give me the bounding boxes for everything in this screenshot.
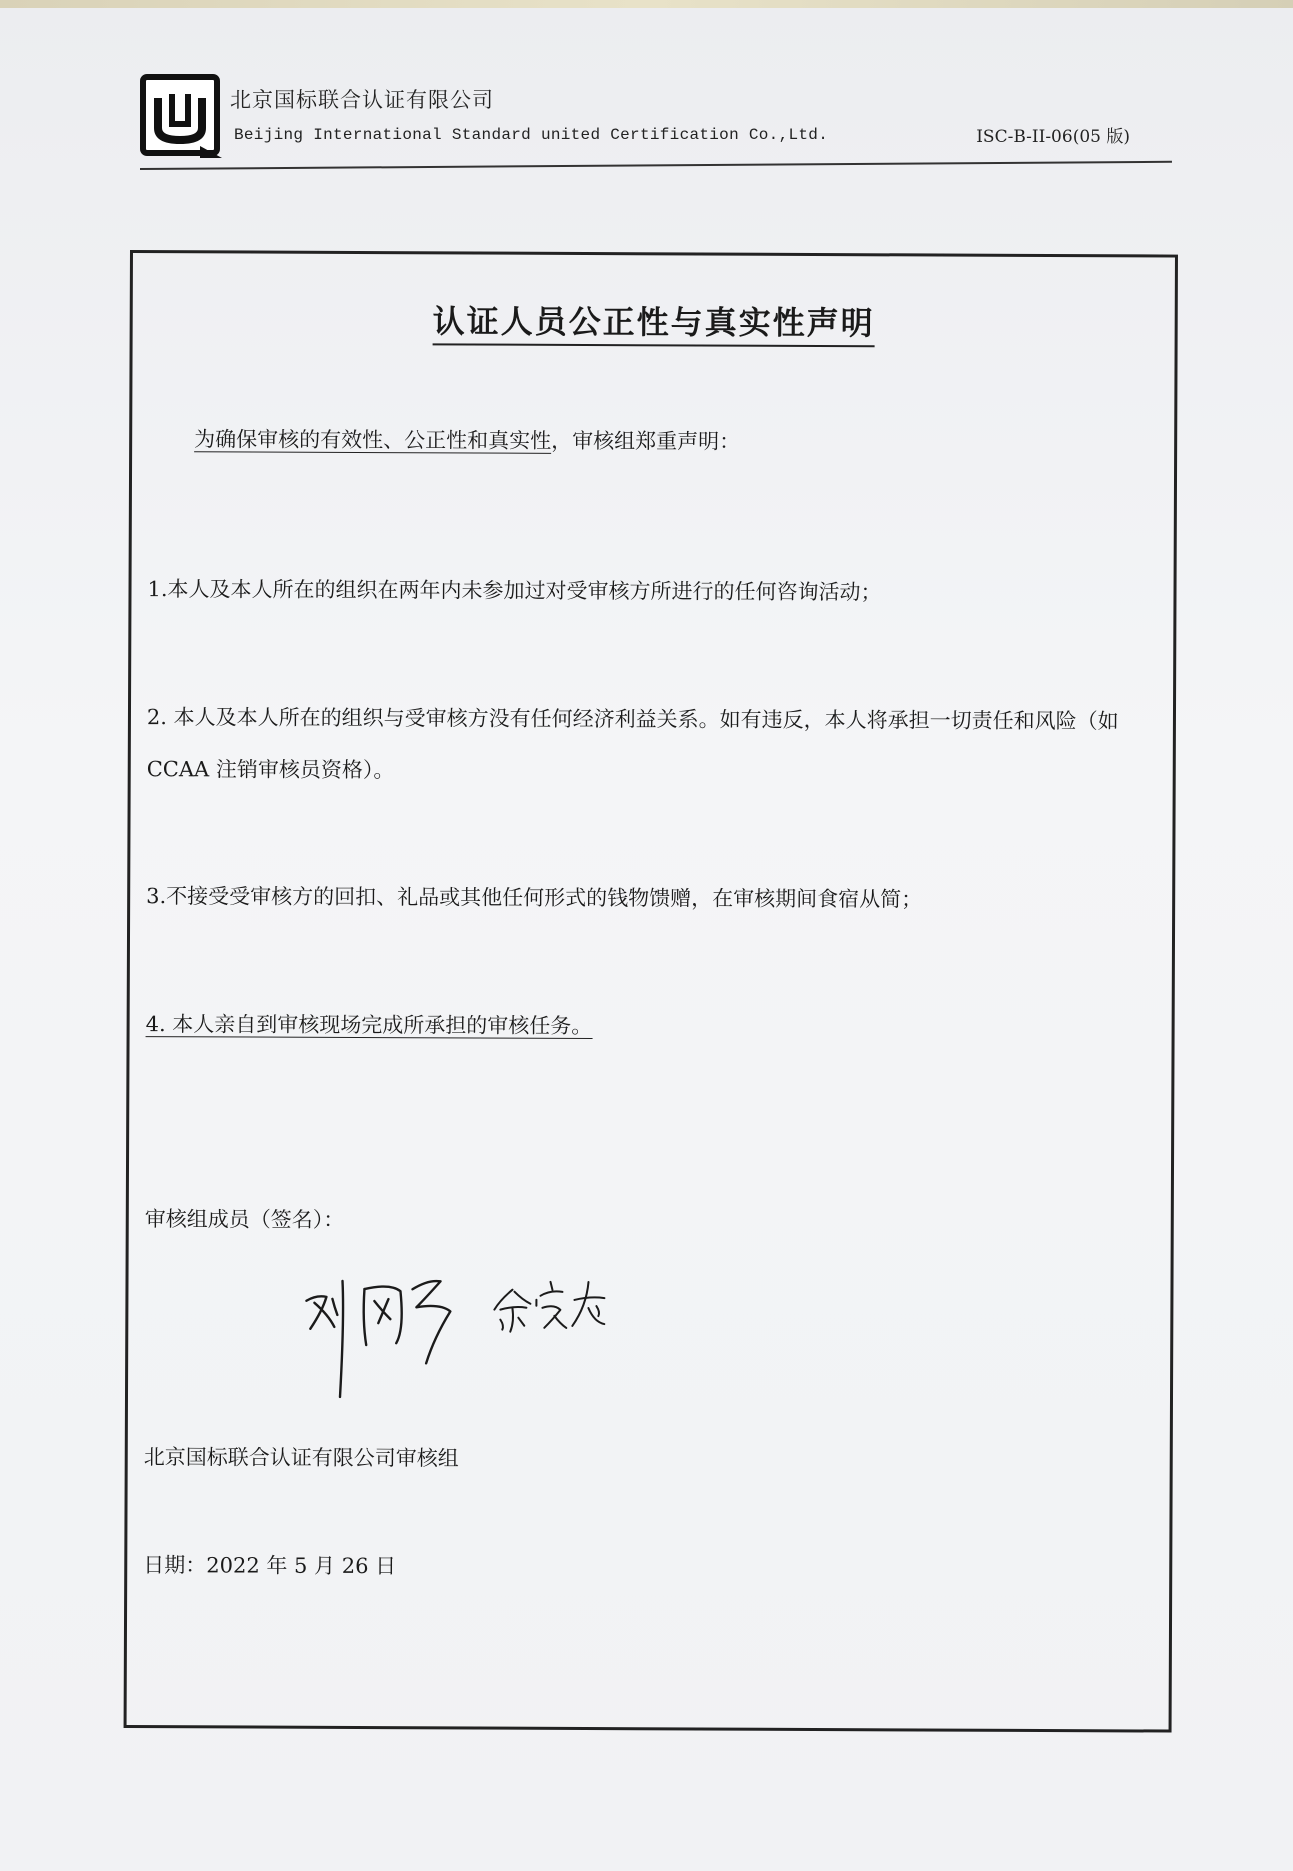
document-code: ISC-B-II-06(05 版) [976, 127, 1130, 147]
intro-rest: ，审核组郑重声明： [551, 428, 741, 454]
item-4-text: 4. 本人亲自到审核现场完成所承担的审核任务。 [145, 1012, 593, 1039]
members-signature-label: 审核组成员（签名）： [144, 1207, 345, 1232]
intro-underlined: 为确保审核的有效性、公正性和真实性 [194, 427, 552, 453]
company-logo-icon [140, 74, 224, 162]
declaration-item-3: 3.不接受受审核方的回扣、礼品或其他任何形式的钱物馈赠，在审核期间食宿从简； [146, 884, 923, 912]
declaration-item-2: 2. 本人及本人所在的组织与受审核方没有任何经济利益关系。如有违反，本人将承担一切责任和风险（如 CCAA 注销审核员资格）。 [146, 705, 1119, 783]
declaration-item-4 [146, 998, 593, 1052]
audit-team-organization: 北京国标联合认证有限公司审核组 [143, 1445, 459, 1471]
top-edge [0, 0, 1293, 8]
company-name-en: Beijing International Standard united Certification Co.,Ltd. [234, 126, 829, 144]
declaration-date: 日期：2022 年 5 月 26 日 [143, 1553, 397, 1579]
declaration-frame [124, 250, 1178, 1733]
document-title: 认证人员公正性与真实性声明 [133, 295, 1175, 346]
handwritten-signatures [304, 1259, 645, 1400]
company-name-cn: 北京国标联合认证有限公司 [230, 88, 494, 112]
signature-1 [306, 1280, 451, 1397]
signature-2 [494, 1282, 604, 1332]
declaration-intro [194, 413, 740, 467]
letterhead [140, 70, 1170, 170]
declaration-item-1: 1.本人及本人所在的组织在两年内未参加过对受审核方所进行的任何咨询活动； [147, 577, 882, 605]
